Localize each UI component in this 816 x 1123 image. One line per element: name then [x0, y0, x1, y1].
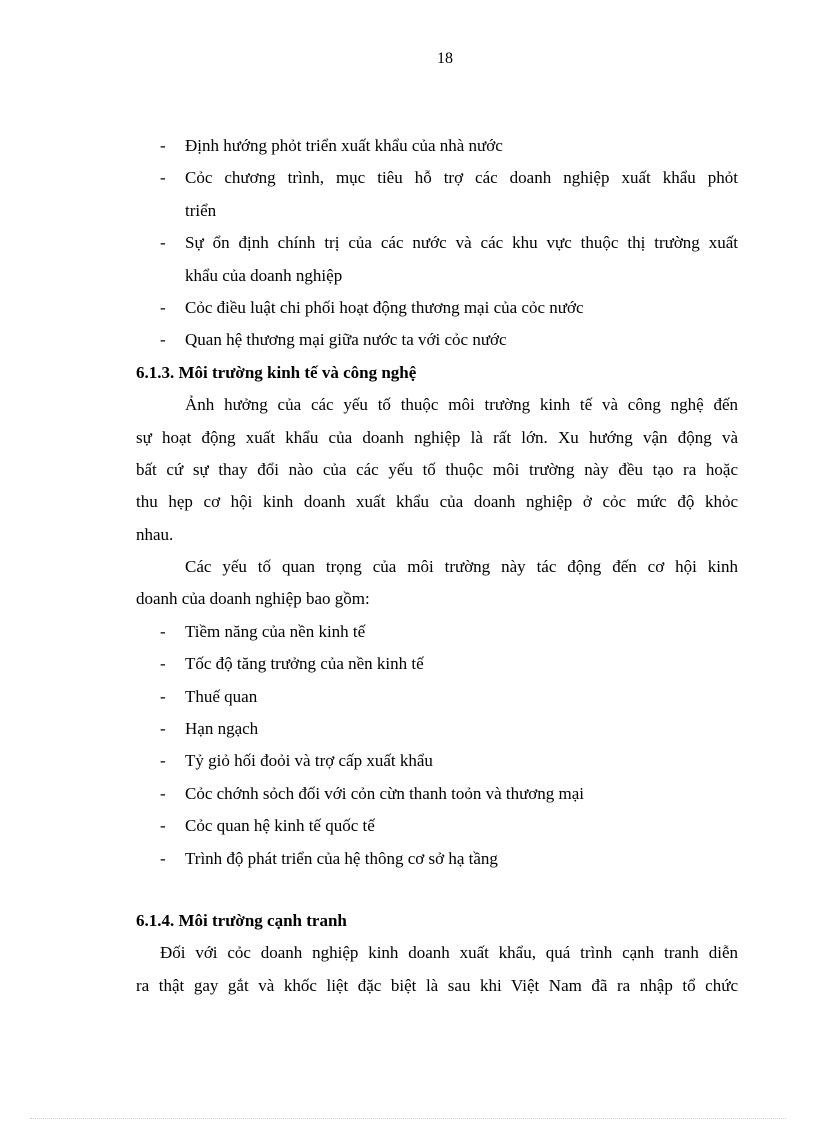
paragraph-line: Các yếu tố quan trọng của môi trường này tác động đến cơ hội kinh [185, 557, 738, 577]
page-number: 18 [437, 50, 453, 67]
section-spacer [136, 875, 738, 905]
bullet-dash: - [160, 816, 166, 836]
paragraph-line: ra thật gay gắt và khốc liệt đặc biệt là sau khi Việt Nam đã ra nhập tổ chức [136, 975, 738, 995]
bullet-dash: - [160, 751, 166, 771]
bullet-dash: - [160, 330, 166, 350]
list-item: - Thuế quan [136, 681, 738, 713]
list-item: - Cỏc quan hệ kinh tế quốc tế [136, 810, 738, 842]
paragraph-line: Ảnh hưởng của các yếu tố thuộc môi trường kinh tế và công nghệ đến [185, 395, 738, 415]
list-item: - Tỷ giỏ hối đoỏi và trợ cấp xuất khẩu [136, 745, 738, 777]
list-item: - Cỏc điều luật chi phối hoạt động thương mại của cỏc nước [136, 292, 738, 324]
bullet-dash: - [160, 297, 166, 317]
paragraph-line: sự hoạt động xuất khẩu của doanh nghiệp là rất lớn. Xu hướng vận động và [136, 427, 738, 447]
paragraph-line: bất cứ sự thay đổi nào của các yếu tố thuộc môi trường này đều tạo ra hoặc [136, 459, 738, 479]
list-item: - Cỏc chớnh sỏch đối với cỏn cừn thanh toỏn và thương mại [136, 778, 738, 810]
section-heading-6-1-3: 6.1.3. Môi trường kinh tế và công nghệ [136, 362, 417, 382]
list-item-continuation: triển [185, 200, 217, 220]
bullet-dash: - [160, 848, 166, 868]
list-item: - Tốc độ tăng trưởng của nền kinh tế [136, 648, 738, 680]
bullet-dash: - [160, 168, 166, 188]
list-item: - Tiềm năng của nền kinh tế [136, 616, 738, 648]
paragraph [136, 551, 738, 616]
document-body [136, 130, 738, 1002]
bullet-dash: - [160, 719, 166, 739]
paragraph-line: thu hẹp cơ hội kinh doanh xuất khẩu của doanh nghiệp ở cỏc mức độ khỏc [136, 492, 738, 512]
paragraph [136, 937, 738, 1002]
list-item-continuation: khẩu của doanh nghiệp [185, 265, 343, 285]
bullet-dash: - [160, 783, 166, 803]
bullet-dash: - [160, 686, 166, 706]
section-heading-6-1-4: 6.1.4. Môi trường cạnh tranh [136, 910, 347, 930]
list-item: - Cỏc chương trình, mục tiêu hỗ trợ các doanh nghiệp xuất khẩu phỏt [136, 162, 738, 194]
policy-factors-list [136, 130, 738, 357]
bullet-dash: - [160, 654, 166, 674]
list-item: - Trình độ phát triển của hệ thông cơ sở hạ tầng [136, 843, 738, 875]
paragraph-line: Đối với cỏc doanh nghiệp kinh doanh xuất khẩu, quá trình cạnh tranh diễn [160, 943, 738, 963]
page-bottom-border [30, 1118, 786, 1119]
list-item: - Sự ổn định chính trị của các nước và các khu vực thuộc thị trường xuất [136, 227, 738, 259]
list-item: - Hạn ngạch [136, 713, 738, 745]
economic-factors-list [136, 616, 738, 875]
paragraph [136, 389, 738, 551]
bullet-dash: - [160, 136, 166, 155]
list-item: - Định hướng phỏt triển xuất khẩu của nhà nước [136, 130, 738, 162]
paragraph-line: nhau. [136, 524, 174, 544]
paragraph-line: doanh của doanh nghiệp bao gồm: [136, 589, 370, 609]
bullet-dash: - [160, 233, 166, 253]
list-item: - Quan hệ thương mại giữa nước ta với cỏc nước [136, 324, 738, 356]
bullet-dash: - [160, 621, 166, 641]
